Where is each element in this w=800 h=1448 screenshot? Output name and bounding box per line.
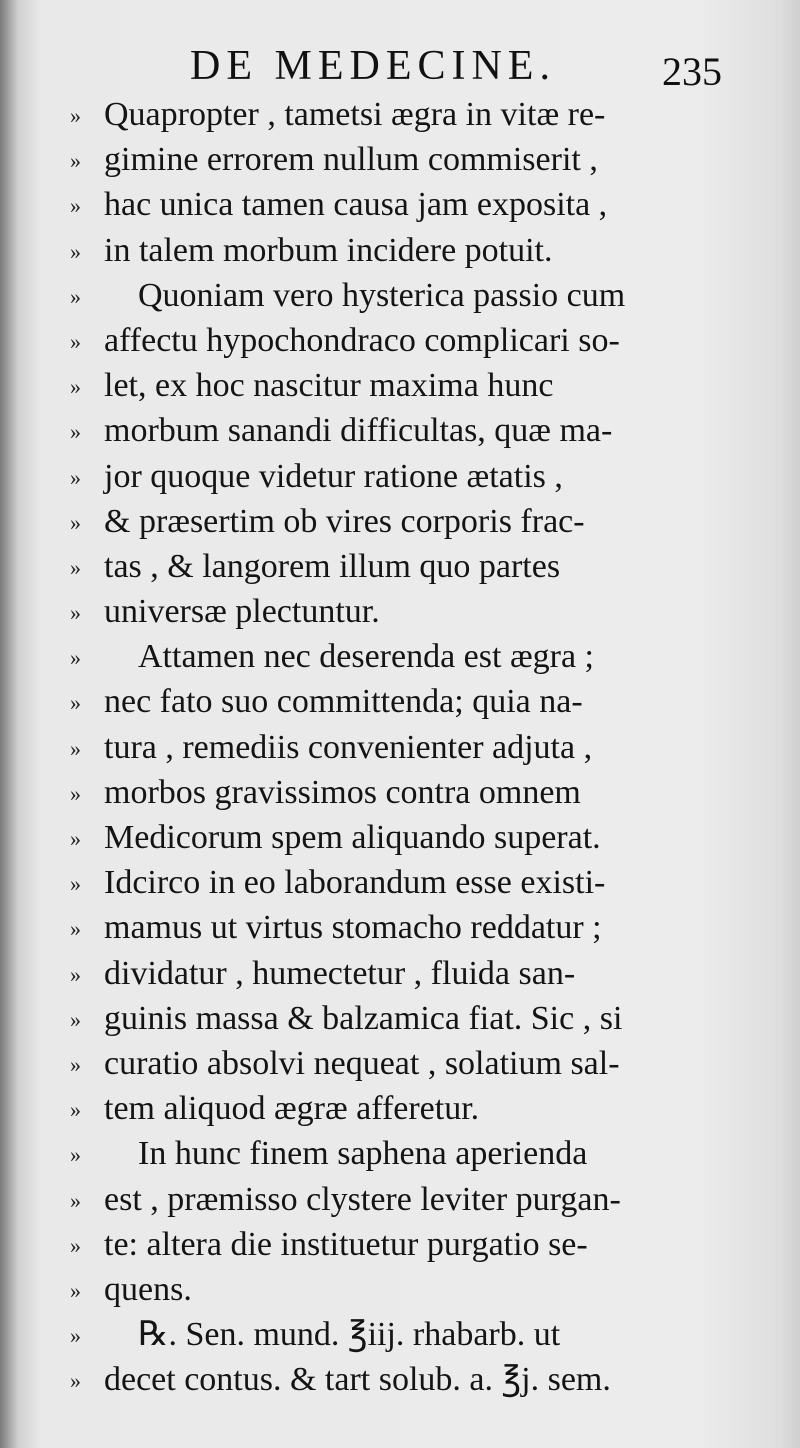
quote-mark: » <box>70 1051 81 1077</box>
quote-mark: » <box>70 103 81 128</box>
quote-mark: » <box>70 1277 81 1303</box>
line-text: curatio absolvi nequeat , solatium sal- <box>104 1044 620 1082</box>
line-text: gimine errorem nullum commiserit , <box>104 141 598 179</box>
text-line <box>70 996 750 1041</box>
line-text: & præsertim ob vires corporis frac- <box>104 502 585 540</box>
page-number: 235 <box>662 49 722 94</box>
quote-mark: » <box>70 690 81 716</box>
text-line <box>70 815 750 860</box>
text-line <box>70 1177 750 1222</box>
quote-mark: » <box>70 826 81 851</box>
body-text <box>70 92 750 1402</box>
quote-mark: » <box>70 1368 81 1394</box>
quote-mark: » <box>70 328 81 354</box>
quote-mark: » <box>70 148 81 174</box>
text-line <box>70 1131 750 1176</box>
quote-mark: » <box>70 600 81 626</box>
line-text: jor quoque videtur ratione ætatis , <box>104 457 563 495</box>
text-line <box>70 228 750 273</box>
quote-mark: » <box>70 554 81 580</box>
line-text: hac unica tamen causa jam exposita , <box>104 186 608 224</box>
line-text: decet contus. & tart solub. a. ℥j. sem. <box>104 1361 611 1399</box>
text-line <box>70 318 750 363</box>
line-text: tem aliquod ægræ afferetur. <box>104 1090 480 1128</box>
line-text: in talem morbum incidere potuit. <box>104 231 553 269</box>
text-line <box>70 454 750 499</box>
page-header <box>190 42 750 98</box>
text-line <box>70 860 750 905</box>
text-line <box>70 137 750 182</box>
line-text: In hunc finem saphena aperienda <box>138 1135 588 1173</box>
quote-mark: » <box>70 916 81 942</box>
quote-mark: » <box>70 1097 81 1123</box>
line-text: est , præmisso clystere leviter purgan- <box>104 1180 621 1218</box>
line-text: nec fato suo committenda; quia na- <box>104 683 583 721</box>
quote-mark: » <box>70 509 81 535</box>
line-text: affectu hypochondraco complicari so- <box>104 321 620 359</box>
text-line <box>70 1312 750 1357</box>
text-line <box>70 1086 750 1131</box>
text-line <box>70 544 750 589</box>
line-text: tas , & langorem illum quo partes <box>104 547 561 585</box>
text-line <box>70 273 750 318</box>
text-line <box>70 408 750 453</box>
quote-mark: » <box>70 238 81 264</box>
text-line <box>70 905 750 950</box>
quote-mark: » <box>70 961 81 987</box>
line-text: let, ex hoc nascitur maxima hunc <box>104 367 554 405</box>
quote-mark: » <box>70 871 81 897</box>
line-text: Idcirco in eo laborandum esse existi- <box>104 864 606 902</box>
quote-mark: » <box>70 780 81 806</box>
text-line <box>70 951 750 996</box>
line-text: morbos gravissimos contra omnem <box>104 773 581 811</box>
line-text: te: altera die instituetur purgatio se- <box>104 1225 588 1263</box>
line-text: Medicorum spem aliquando superat. <box>104 819 601 856</box>
line-text: guinis massa & balzamica fiat. Sic , si <box>104 999 623 1037</box>
line-text: tura , remediis convenienter adjuta , <box>104 728 593 766</box>
running-title: DE MEDECINE. <box>190 43 556 89</box>
quote-mark: » <box>70 419 81 445</box>
quote-mark: » <box>70 374 81 400</box>
text-line <box>70 725 750 770</box>
quote-mark: » <box>70 464 81 490</box>
quote-mark: » <box>70 1006 81 1032</box>
text-line <box>70 92 750 137</box>
quote-mark: » <box>70 645 81 671</box>
text-line <box>70 634 750 679</box>
quote-mark: » <box>70 283 81 309</box>
text-line <box>70 499 750 544</box>
text-line <box>70 182 750 227</box>
line-text: morbum sanandi difficultas, quæ ma- <box>104 412 613 450</box>
text-line <box>70 770 750 815</box>
line-text: Quoniam vero hysterica passio cum <box>138 276 626 314</box>
text-line <box>70 1357 750 1402</box>
quote-mark: » <box>70 193 81 219</box>
quote-mark: » <box>70 1323 81 1349</box>
line-text: mamus ut virtus stomacho reddatur ; <box>104 909 602 947</box>
line-text: quens. <box>104 1270 192 1308</box>
quote-mark: » <box>70 1142 81 1168</box>
quote-mark: » <box>70 1232 81 1258</box>
line-text: universæ plectuntur. <box>104 593 380 631</box>
text-line <box>70 589 750 634</box>
line-text: Quapropter , tametsi ægra in vitæ re- <box>104 96 606 133</box>
quote-mark: » <box>70 1187 81 1213</box>
text-line <box>70 1041 750 1086</box>
text-line <box>70 679 750 724</box>
text-line <box>70 1222 750 1267</box>
text-line <box>70 1267 750 1312</box>
line-text: Attamen nec deserenda est ægra ; <box>138 638 594 676</box>
line-text: ℞. Sen. mund. ℥iij. rhabarb. ut <box>138 1316 561 1354</box>
text-line <box>70 363 750 408</box>
line-text: dividatur , humectetur , fluida san- <box>104 954 576 992</box>
quote-mark: » <box>70 735 81 761</box>
